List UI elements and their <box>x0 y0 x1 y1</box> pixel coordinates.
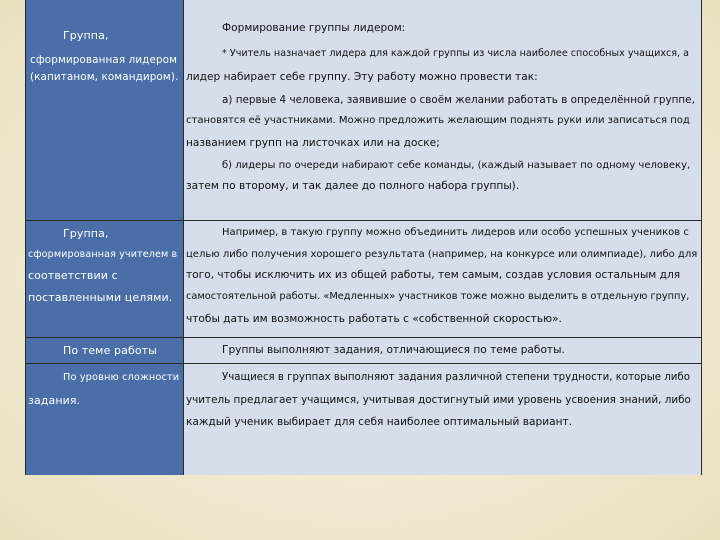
row-3-text-line-1: Группы выполняют задания, отличающиеся по теме работы. <box>222 344 565 356</box>
row-4-description-cell <box>184 364 701 475</box>
row-2-label-line-4: поставленными целями. <box>28 291 173 304</box>
grouping-methods-table <box>25 0 702 475</box>
row-2-text-line-4: самостоятельной работы. «Медленных» участников тоже можно выделить в отдельную группу, <box>186 291 690 302</box>
row-3-label-line-1: По теме работы <box>63 344 157 357</box>
row-3-description-cell <box>184 338 701 364</box>
table-row <box>26 0 701 220</box>
row-1-text-line-5: становятся её участниками. Можно предложить желающим поднять руки или записаться под <box>186 115 690 126</box>
row-1-label-line-2: сформированная лидером <box>30 54 178 66</box>
row-2-text-line-1: Например, в такую группу можно объединить лидеров или особо успешных учеников с <box>222 227 689 238</box>
row-1-label-cell <box>26 0 184 220</box>
row-2-label-line-2: сформированная учителем в <box>28 249 178 260</box>
row-1-text-line-4: а) первые 4 человека, заявившие о своём желании работать в определённой группе, <box>222 94 695 106</box>
row-1-label-line-3: (капитаном, командиром). <box>30 71 179 83</box>
row-4-text-line-3: каждый ученик выбирает для себя наиболее оптимальный вариант. <box>186 416 573 428</box>
table-row <box>26 220 701 338</box>
row-2-text-line-2: целью либо получения хорошего результата (например, на конкурсе или олимпиаде), либо для <box>186 249 698 260</box>
row-1-text-line-7: б) лидеры по очереди набирают себе команды, (каждый называет по одному человеку, <box>222 160 691 171</box>
row-4-text-line-1: Учащиеся в группах выполняют задания различной степени трудности, которые либо <box>222 372 690 383</box>
row-1-text-line-2: * Учитель назначает лидера для каждой группы из числа наиболее способных учащихся, а <box>222 48 690 59</box>
row-2-label-cell <box>26 221 184 338</box>
row-4-text-line-2: учитель предлагает учащимся, учитывая достигнутый ими уровень усвоения знаний, либо <box>186 394 691 406</box>
row-4-label-cell <box>26 364 184 475</box>
row-2-label-line-1: Группа, <box>63 227 109 240</box>
row-2-text-line-3: того, чтобы исключить их из общей работы, тем самым, создав условия остальным для <box>186 269 681 281</box>
row-2-text-line-5: чтобы дать им возможность работать с «собственной скоростью». <box>186 313 562 325</box>
table-row <box>26 337 701 364</box>
row-1-text-line-3: лидер набирает себе группу. Эту работу можно провести так: <box>186 71 538 83</box>
row-4-label-line-2: задания. <box>28 394 81 407</box>
row-1-label-line-1: Группа, <box>63 29 109 42</box>
table-row <box>26 363 701 475</box>
row-3-label-cell <box>26 338 184 364</box>
row-2-label-line-3: соответствии с <box>28 269 118 282</box>
row-2-description-cell <box>184 221 701 338</box>
row-1-text-line-8: затем по второму, и так далее до полного набора группы). <box>186 180 520 192</box>
row-1-description-cell <box>184 0 701 220</box>
row-1-text-line-6: названием групп на листочках или на доске; <box>186 137 440 149</box>
row-4-label-line-1: По уровню сложности <box>63 372 180 383</box>
row-1-text-line-1: Формирование группы лидером: <box>222 22 406 34</box>
